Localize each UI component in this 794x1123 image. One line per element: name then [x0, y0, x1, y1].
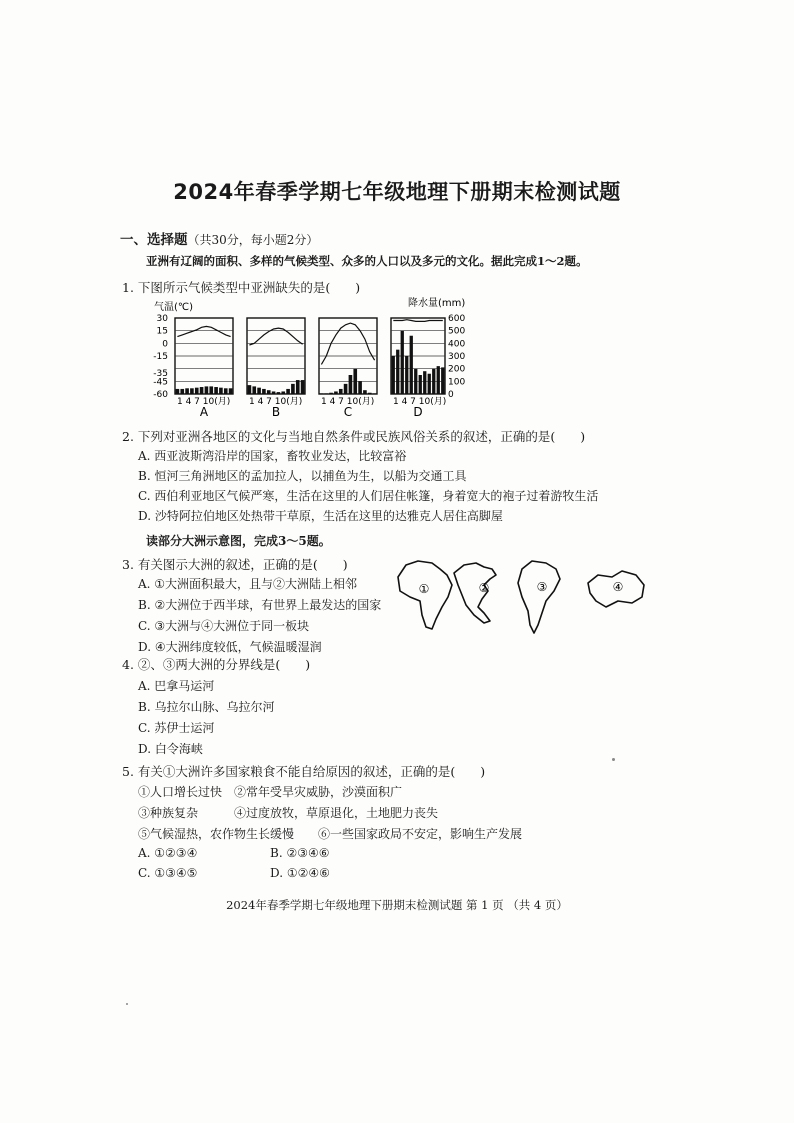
- climate-chart-d: [391, 318, 446, 419]
- temp-tick-label: 15: [156, 326, 168, 337]
- precip-bar: [205, 386, 209, 394]
- question-5-option-b: B. ②③④⑥: [270, 846, 330, 860]
- question-3-option-c: C. ③大洲与④大洲位于同一板块: [138, 619, 310, 633]
- question-3-option-a: A. ①大洲面积最大，且与②大洲陆上相邻: [138, 577, 358, 591]
- precip-tick-label: 500: [448, 326, 466, 337]
- precipitation-axis-title: 降水量(mm): [408, 298, 466, 309]
- temp-tick-label: -60: [153, 390, 168, 400]
- panel-label: C: [343, 405, 353, 419]
- precip-tick-label: 600: [448, 314, 466, 324]
- precip-bar: [176, 389, 180, 394]
- month-tick-labels: 1 4 7 10(月): [249, 397, 303, 407]
- precip-tick-label: 100: [448, 377, 466, 388]
- precip-bar: [324, 393, 328, 394]
- precip-bar: [396, 350, 399, 394]
- continent-north-america-outline: [454, 563, 496, 623]
- question-5-item-row-2: ③种族复杂 ④过度放牧，草原退化，土地肥力丧失: [138, 806, 439, 820]
- question-2-option-c: C. 西伯利亚地区气候严寒，生活在这里的人们居住帐篷，身着宽大的袍子过着游牧生活: [138, 489, 599, 503]
- map-label-4: ④: [612, 580, 624, 594]
- temp-tick-label: -15: [153, 352, 168, 362]
- precip-bar: [441, 367, 444, 394]
- temp-tick-label: -45: [153, 377, 168, 388]
- precip-bar: [329, 393, 333, 394]
- climate-chart-b: [247, 318, 305, 419]
- precip-bar: [358, 381, 362, 394]
- precip-bar: [344, 384, 348, 394]
- precip-bar: [428, 374, 431, 394]
- question-4-option-d: D. 白令海峡: [138, 742, 203, 756]
- temperature-axis-title: 气温(℃): [154, 302, 194, 313]
- precip-bar: [349, 375, 353, 394]
- precip-bar: [185, 388, 189, 394]
- scan-speck: [612, 758, 615, 761]
- temp-tick-label: 30: [156, 314, 168, 324]
- continent-south-america-outline: [518, 561, 560, 633]
- precip-bar: [180, 389, 184, 394]
- precip-bar: [195, 388, 199, 394]
- panel-label: D: [413, 405, 423, 419]
- question-1-stem: 1. 下图所示气候类型中亚洲缺失的是( ): [122, 280, 361, 295]
- question-4-option-c: C. 苏伊士运河: [138, 721, 215, 735]
- precip-bar: [432, 369, 435, 394]
- precip-bar: [334, 391, 338, 394]
- question-4-stem: 4. ②、③两大洲的分界线是( ): [122, 657, 311, 672]
- precip-bar: [296, 380, 300, 394]
- section-note: （共30分，每小题2分）: [187, 233, 319, 247]
- month-tick-labels: 1 4 7 10(月): [393, 397, 447, 407]
- precip-bar: [277, 392, 281, 394]
- question-5-option-c: C. ①③④⑤: [138, 866, 198, 880]
- question-5-stem: 5. 有关①大洲许多国家粮食不能自给原因的叙述，正确的是( ): [122, 764, 486, 779]
- precip-bar: [405, 356, 408, 394]
- question-2-option-b: B. 恒河三角洲地区的孟加拉人，以捕鱼为生，以船为交通工具: [138, 469, 467, 483]
- temp-tick-label: -35: [153, 368, 168, 379]
- precip-bar: [200, 387, 204, 394]
- precip-bar: [224, 388, 228, 394]
- question-4-option-b: B. 乌拉尔山脉、乌拉尔河: [138, 700, 275, 714]
- page-footer: 2024年春季学期七年级地理下册期末检测试题 第 1 页 （共 4 页）: [226, 898, 568, 912]
- question-5-item-row-1: ①人口增长过快 ②常年受旱灾威胁，沙漠面积广: [138, 785, 403, 799]
- precip-bar: [419, 375, 422, 394]
- question-4-option-a: A. 巴拿马运河: [138, 679, 215, 693]
- temperature-curve: [177, 326, 230, 336]
- section-heading: [120, 228, 318, 248]
- map-label-3: ③: [536, 580, 548, 594]
- precip-tick-label: 0: [448, 390, 454, 400]
- precip-bar: [368, 393, 372, 394]
- precip-bar: [363, 390, 367, 394]
- question-2-stem: 2. 下列对亚洲各地区的文化与当地自然条件或民族风俗关系的叙述，正确的是( ): [122, 429, 586, 444]
- continents-map: [392, 555, 652, 635]
- question-3-option-b: B. ②大洲位于西半球，有世界上最发达的国家: [138, 598, 382, 612]
- precip-bar: [262, 389, 266, 394]
- climate-charts: [140, 296, 480, 426]
- precip-bar: [272, 391, 276, 394]
- precip-bar: [401, 331, 404, 394]
- precip-tick-label: 300: [448, 352, 466, 362]
- precip-bar: [209, 386, 213, 394]
- question-3-stem: 3. 有关图示大洲的叙述，正确的是( ): [122, 557, 348, 572]
- precip-bar: [248, 385, 252, 394]
- question-5-option-a: A. ①②③④: [138, 846, 198, 860]
- question-5-option-d: D. ①②④⑥: [270, 866, 330, 880]
- month-tick-labels: 1 4 7 10(月): [321, 397, 375, 407]
- precip-bar: [214, 387, 218, 394]
- panel-label: A: [199, 405, 209, 419]
- precip-bar: [373, 393, 377, 394]
- precip-bar: [437, 366, 440, 394]
- question-2-option-d: D. 沙特阿拉伯地区处热带干草原，生活在这里的达雅克人居住高脚屋: [138, 509, 503, 523]
- precip-bar: [229, 388, 233, 394]
- precip-bar: [339, 389, 343, 394]
- precip-bar: [190, 388, 194, 394]
- precip-bar: [392, 356, 395, 394]
- temperature-curve: [393, 320, 443, 322]
- precip-bar: [423, 371, 426, 394]
- precip-bar: [410, 336, 413, 394]
- precip-tick-label: 200: [448, 364, 466, 375]
- precip-bar: [219, 388, 223, 394]
- precip-bar: [291, 384, 295, 394]
- precip-bar: [257, 388, 261, 394]
- precip-bar: [252, 386, 256, 394]
- question-5-item-row-3: ⑤气候湿热，农作物生长缓慢 ⑥一些国家政局不安定，影响生产发展: [138, 827, 523, 841]
- question-3-option-d: D. ④大洲纬度较低，气候温暖湿润: [138, 640, 322, 654]
- map-label-2: ②: [478, 581, 490, 595]
- precip-tick-label: 400: [448, 339, 466, 350]
- precip-bar: [353, 369, 357, 394]
- question-2-option-a: A. 西亚波斯湾沿岸的国家，畜牧业发达，比较富裕: [138, 449, 407, 463]
- climate-chart-c: [319, 318, 377, 419]
- panel-label: B: [271, 405, 281, 419]
- precip-bar: [267, 390, 271, 394]
- month-tick-labels: 1 4 7 10(月): [177, 397, 231, 407]
- precip-bar: [286, 389, 290, 394]
- intro-text-1: 亚洲有辽阔的面积、多样的气候类型、众多的人口以及多元的文化。据此完成1～2题。: [146, 254, 588, 268]
- temperature-curve: [321, 323, 374, 364]
- climate-chart-a: [175, 318, 233, 419]
- exam-title: 2024年春季学期七年级地理下册期末检测试题: [173, 180, 621, 204]
- temp-tick-label: 0: [162, 339, 168, 350]
- precip-bar: [320, 393, 324, 394]
- intro-text-2: 读部分大洲示意图，完成3～5题。: [146, 534, 331, 548]
- precip-bar: [414, 369, 417, 394]
- section-heading-label: 一、选择题: [120, 232, 188, 248]
- map-label-1: ①: [418, 582, 430, 596]
- precip-bar: [281, 391, 285, 394]
- precip-bar: [301, 380, 305, 394]
- scan-speck: [126, 1003, 128, 1005]
